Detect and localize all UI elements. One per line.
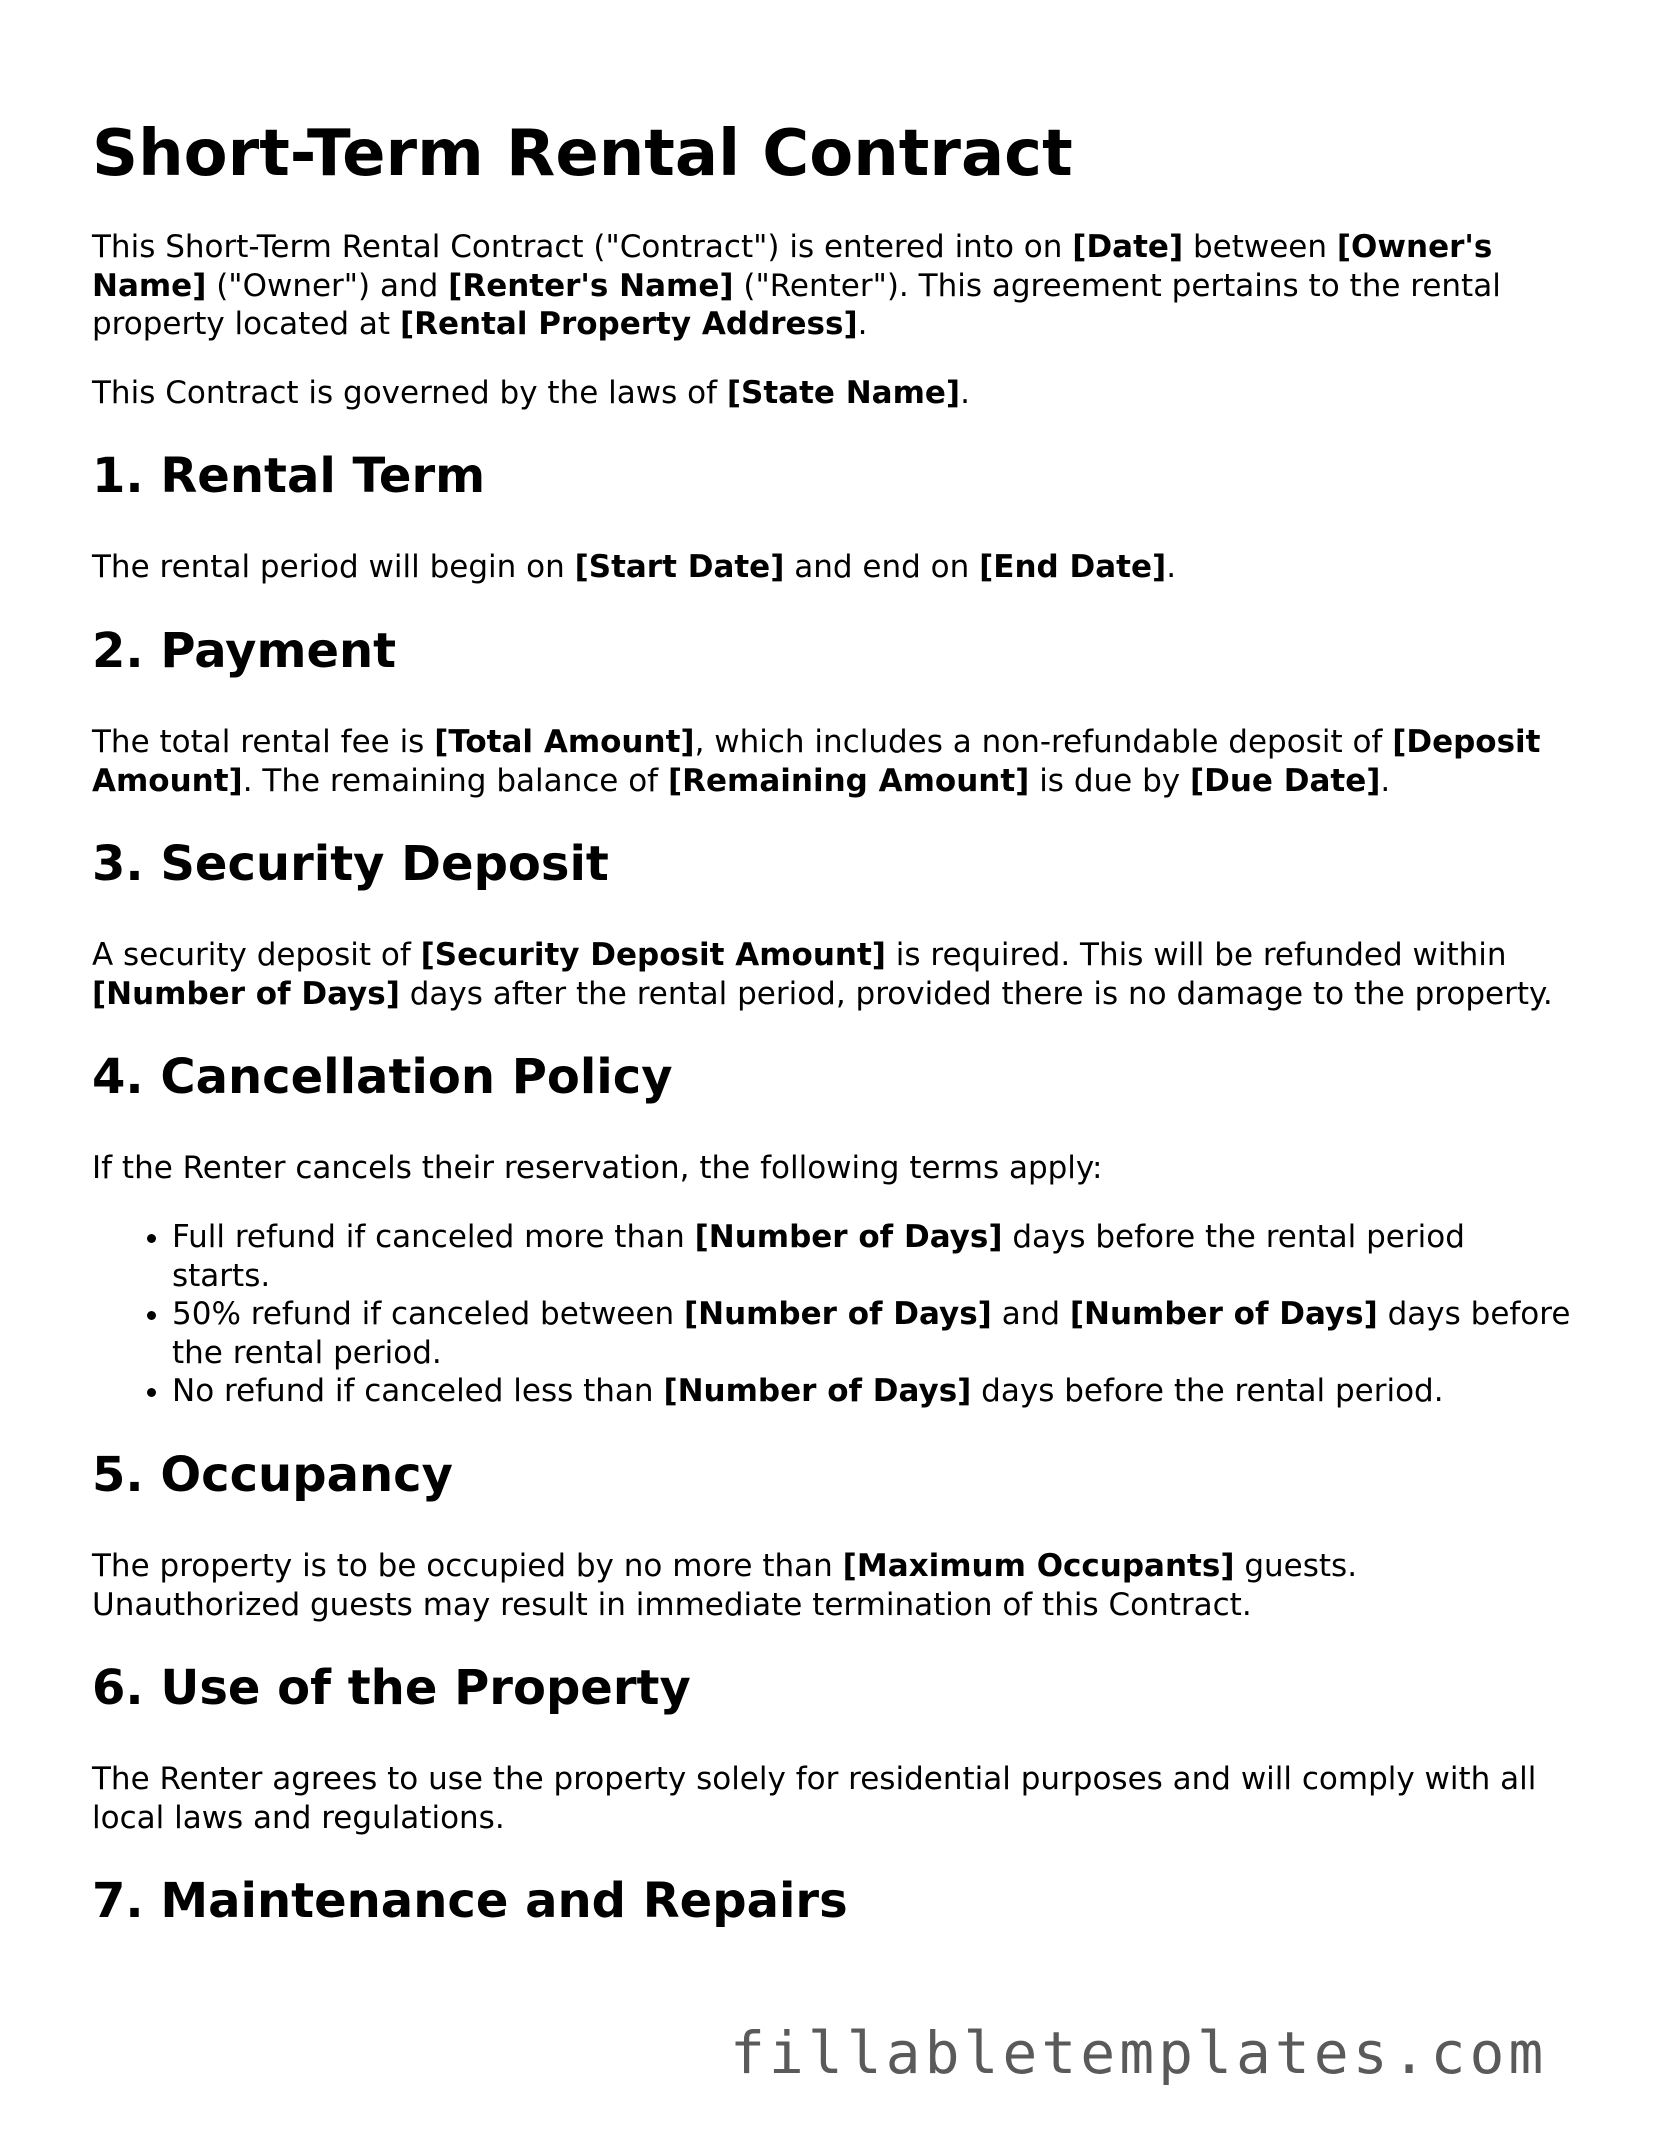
- owner-name-placeholder: [Owner's Name]: [92, 229, 1493, 304]
- watermark-text: fillabletemplates.com: [730, 2019, 1548, 2087]
- deposit-amount-placeholder: [Deposit Amount]: [92, 723, 1541, 799]
- list-item: • 50% refund if canceled between [Number of Days] and [Number of Days] days before the rental period.: [172, 1295, 1572, 1372]
- number-of-days-placeholder: [Number of Days]: [92, 975, 400, 1012]
- total-amount-placeholder: [Total Amount]: [434, 723, 695, 760]
- section-heading-maintenance: 7. Maintenance and Repairs: [92, 1873, 848, 1930]
- payment-paragraph: The total rental fee is [Total Amount], which includes a non-refundable deposit of [Deposit Amount]. The remaining balance of [Remaining Amount] is due by [Due Date].: [92, 723, 1541, 799]
- document-title: Short-Term Rental Contract: [92, 117, 1073, 191]
- section-heading-security-deposit: 3. Security Deposit: [92, 836, 609, 893]
- list-item: • No refund if canceled less than [Number of Days] days before the rental period.: [172, 1372, 1572, 1411]
- maximum-occupants-placeholder: [Maximum Occupants]: [842, 1547, 1235, 1584]
- section-heading-payment: 2. Payment: [92, 622, 397, 679]
- intro-paragraph: This Short-Term Rental Contract ("Contract") is entered into on [Date] between [Owner's Name] ("Owner") and [Renter's Name] ("Renter"). This agreement pertains to the rental property located at [Rental Property Address].: [92, 229, 1501, 343]
- security-deposit-paragraph: A security deposit of [Security Deposit Amount] is required. This will be refunded within [Number of Days] days after the rental period, provided there is no damage to the property.: [92, 937, 1553, 1012]
- occupancy-paragraph: The property is to be occupied by no more than [Maximum Occupants] guests. Unauthorized guests may result in immediate termination of this Contract.: [92, 1547, 1358, 1623]
- use-of-property-paragraph: The Renter agrees to use the property solely for residential purposes and will comply with all local laws and regulations.: [92, 1761, 1537, 1836]
- list-item: • Full refund if canceled more than [Number of Days] days before the rental period starts.: [172, 1218, 1572, 1295]
- state-name-placeholder: [State Name]: [726, 374, 961, 411]
- start-date-placeholder: [Start Date]: [574, 549, 785, 586]
- security-deposit-amount-placeholder: [Security Deposit Amount]: [420, 937, 886, 974]
- section-heading-cancellation-policy: 4. Cancellation Policy: [92, 1049, 673, 1106]
- governing-law-paragraph: This Contract is governed by the laws of [State Name].: [92, 374, 970, 411]
- cancellation-intro: If the Renter cancels their reservation, the following terms apply:: [92, 1150, 1103, 1187]
- section-heading-use-of-property: 6. Use of the Property: [92, 1660, 691, 1717]
- cancellation-terms-list: [92, 1218, 1572, 1411]
- property-address-placeholder: [Rental Property Address]: [399, 306, 858, 343]
- end-date-placeholder: [End Date]: [979, 549, 1167, 586]
- due-date-placeholder: [Due Date]: [1189, 762, 1381, 799]
- date-placeholder: [Date]: [1072, 229, 1184, 265]
- remaining-amount-placeholder: [Remaining Amount]: [667, 762, 1030, 799]
- section-heading-rental-term: 1. Rental Term: [92, 448, 486, 505]
- section-heading-occupancy: 5. Occupancy: [92, 1446, 453, 1503]
- rental-term-paragraph: The rental period will begin on [Start Date] and end on [End Date].: [92, 549, 1177, 586]
- renter-name-placeholder: [Renter's Name]: [448, 267, 734, 304]
- document-page: [92, 0, 1572, 1931]
